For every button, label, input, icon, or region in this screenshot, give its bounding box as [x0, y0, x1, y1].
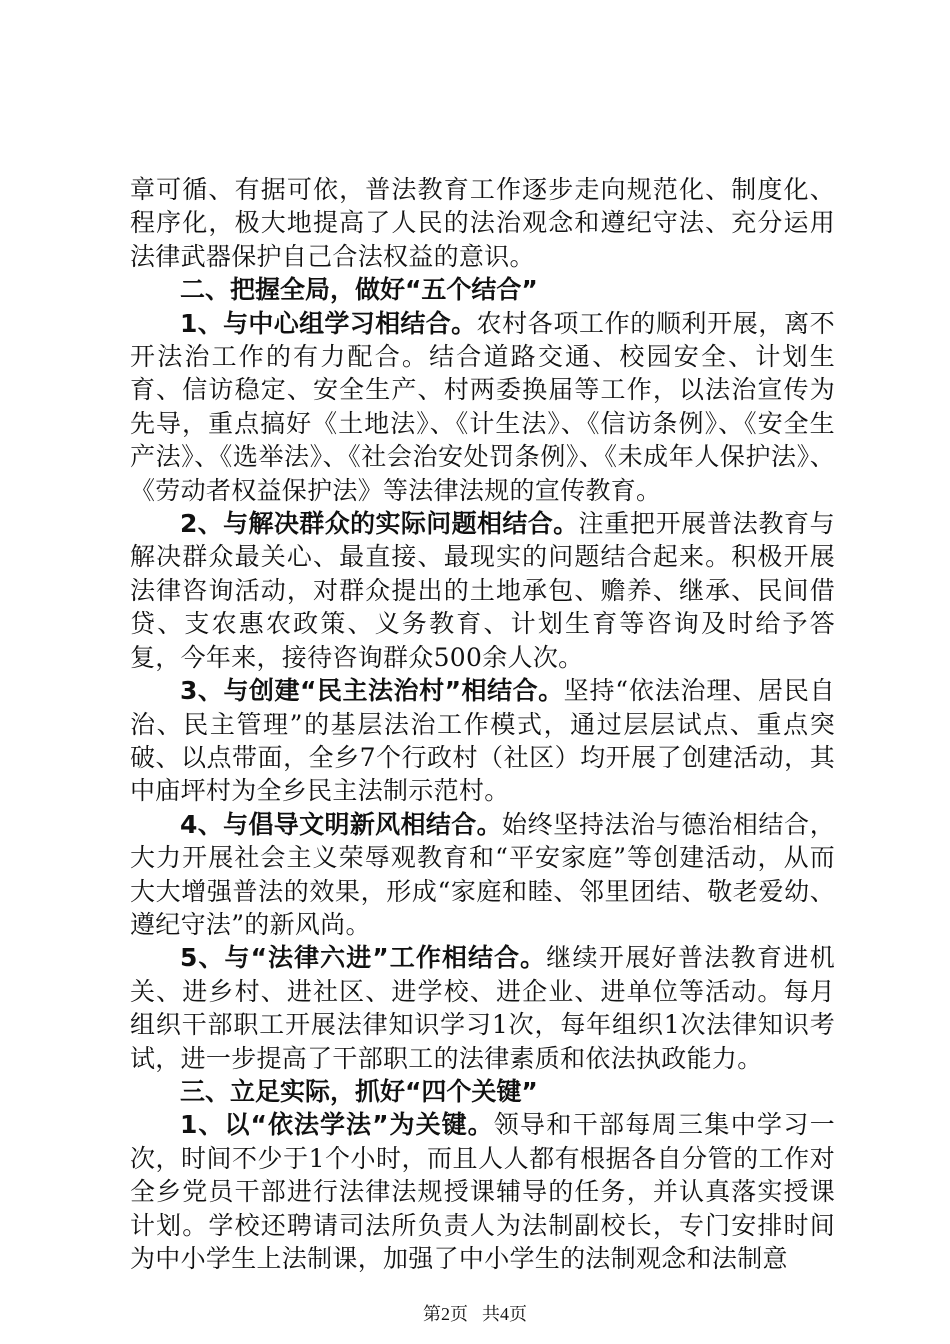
paragraph-text: 领导和干部每周三集中学习一次，时间不少于1个小时，而且人人都有根据各自分管的工作对全乡党员干部进行法律法规授课辅导的任务，并认真落实授课计划。学校还聘请司法所负责人为法制副校长，专门安排时间为中小学生上法制课，加强了中小学生的法制观念和法制意 — [130, 1110, 836, 1273]
paragraph-lead: 3、与创建“民主法治村”相结合。 — [180, 676, 564, 706]
paragraph-text: 始终坚持法治与德治相结合，大力开展社会主义荣辱观教育和“平安家庭”等创建活动，从而大大增强普法的效果，形成“家庭和睦、邻里团结、敬老爱幼、遵纪守法”的新风尚。 — [130, 809, 835, 939]
page-total: 共4页 — [482, 1304, 527, 1324]
paragraph-lead: 1、与中心组学习相结合。 — [180, 308, 477, 338]
paragraph-text: 注重把开展普法教育与解决群众最关心、最直接、最现实的问题结合起来。积极开展法律咨询活动，对群众提出的土地承包、赡养、继承、民间借贷、支农惠农政策、义务教育、计划生育等咨询及时给予答复，今年来，接待咨询群众500余人次。 — [130, 509, 835, 672]
page-footer — [0, 1300, 950, 1326]
paragraph-item — [130, 941, 835, 1075]
paragraph-lead: 4、与倡导文明新风相结合。 — [180, 809, 502, 839]
paragraph-text: 坚持“依法治理、居民自治、民主管理”的基层法治工作模式，通过层层试点、重点突破、以点带面，全乡7个行政村（社区）均开展了创建活动，其中庙坪村为全乡民主法制示范村。 — [130, 676, 835, 806]
document-body — [130, 173, 835, 1275]
paragraph-text: 章可循、有据可依，普法教育工作逐步走向规范化、制度化、程序化，极大地提高了人民的法治观念和遵纪守法、充分运用法律武器保护自己合法权益的意识。 — [130, 175, 835, 271]
paragraph-continuation — [130, 173, 835, 273]
section-heading-2 — [130, 273, 835, 306]
section-heading-text: 二、把握全局，做好“五个结合” — [180, 275, 538, 305]
section-heading-text: 三、立足实际，抓好“四个关键” — [180, 1076, 538, 1106]
paragraph-item — [130, 674, 835, 808]
paragraph-lead: 5、与“法律六进”工作相结合。 — [180, 943, 547, 973]
paragraph-lead: 1、以“依法学法”为关键。 — [180, 1110, 494, 1140]
paragraph-item — [130, 808, 835, 942]
paragraph-item — [130, 307, 835, 507]
paragraph-text: 农村各项工作的顺利开展，离不开法治工作的有力配合。结合道路交通、校园安全、计划生育、信访稳定、安全生产、村两委换届等工作，以法治宣传为先导，重点搞好《土地法》、《计生法》、《信访条例》、《安全生产法》、《选举法》、《社会治安处罚条例》、《未成年人保护法》、《劳动者权益保护法》等法律法规的宣传教育。 — [130, 308, 836, 505]
page-number: 第2页 — [423, 1304, 468, 1324]
paragraph-item — [130, 1108, 835, 1275]
section-heading-3 — [130, 1075, 835, 1108]
paragraph-lead: 2、与解决群众的实际问题相结合。 — [180, 509, 579, 539]
paragraph-item — [130, 507, 835, 674]
paragraph-text: 继续开展好普法教育进机关、进乡村、进社区、进学校、进企业、进单位等活动。每月组织干部职工开展法律知识学习1次，每年组织1次法律知识考试，进一步提高了干部职工的法律素质和依法执政能力。 — [130, 943, 835, 1073]
